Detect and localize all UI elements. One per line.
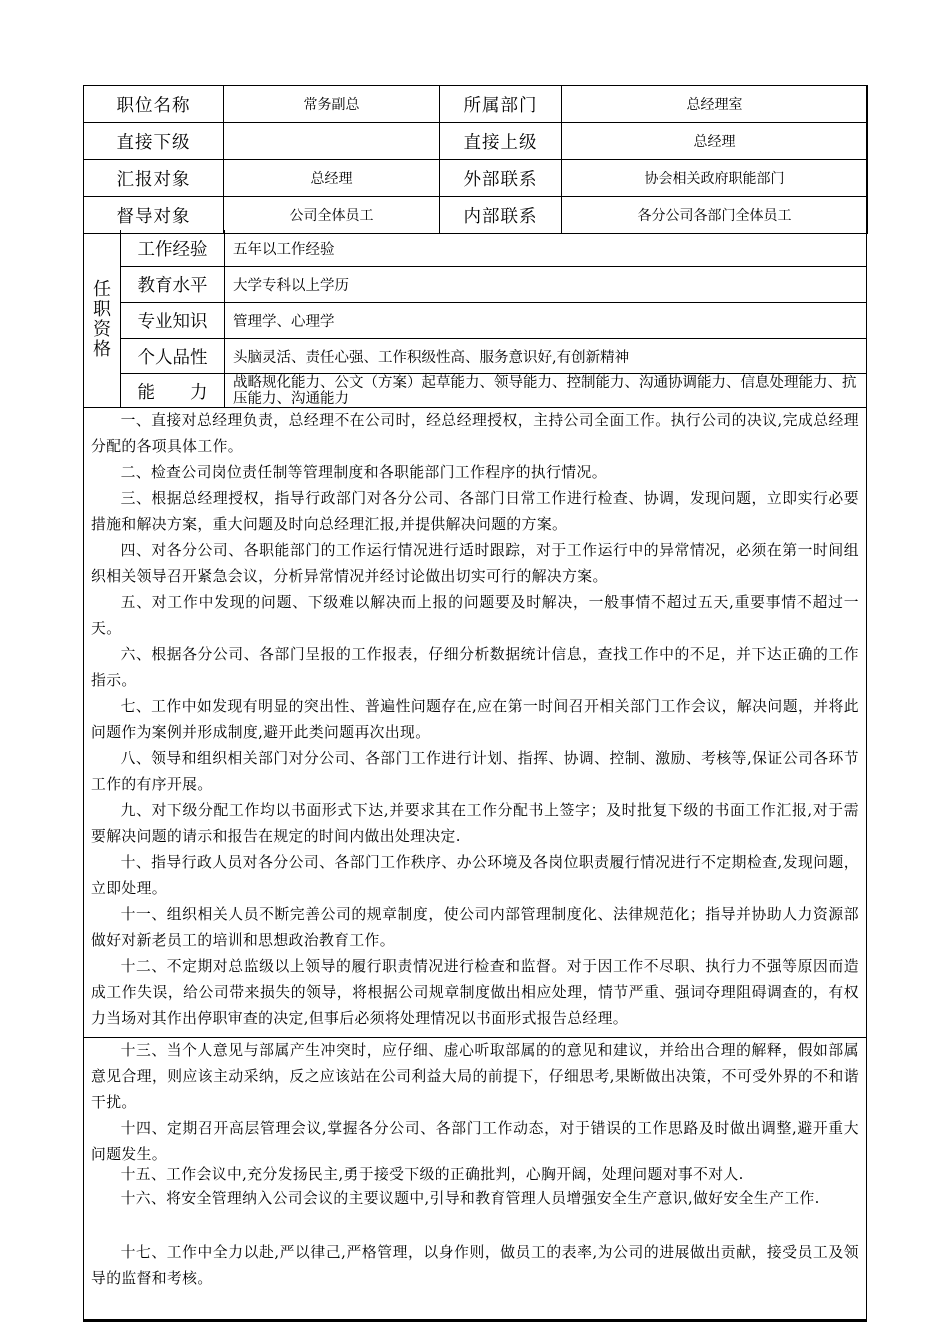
duty-paragraph: 六、根据各分公司、各部门呈报的工作报表，仔细分析数据统计信息，查找工作中的不足，并下达正确的工作指示。 [91,646,859,689]
position-info-table [83,85,868,234]
qualification-value: 管理学、心理学 [233,314,335,330]
value-cell: 总经理 [224,160,440,197]
qualifications-section [83,230,867,408]
qualification-label: 个人品性 [121,339,225,373]
duty-paragraph: 三、根据总经理授权，指导行政部门对各分公司、各部门日常工作进行检查、协调，发现问题，立即实行必要措施和解决方案，重大问题及时向总经理汇报,并提供解决问题的方案。 [91,490,859,533]
value-cell: 总经理室 [562,86,868,123]
label-cell: 直接下级 [84,123,224,160]
duty-paragraph: 十二、不定期对总监级以上领导的履行职责情况进行检查和监督。对于因工作不尽职、执行力不强等原因而造成工作失误，给公司带来损失的领导，将根据公司规章制度做出相应处理，情节严重、强词夺理阻碍调查的，有权力当场对其作出停职审查的决定,但事后必须将处理情况以书面形式报告总经理。 [91,958,859,1027]
qualification-row [121,303,867,339]
label-cell: 外部联系 [440,160,562,197]
qualification-label: 工作经验 [121,230,225,266]
qualifications-side-header [83,230,121,408]
duty-paragraph: 十五、工作会议中,充分发扬民主,勇于接受下级的正确批判，心胸开阔，处理问题对事不对人. [120,1166,744,1183]
table-row [84,197,868,234]
duty-paragraph: 十三、当个人意见与部属产生冲突时，应仔细、虚心听取部属的的意见和建议，并给出合理的解释，假如部属意见合理，则应该主动采纳，反之应该站在公司利益大局的前提下，仔细思考,果断做出决策，不可受外界的不和谐干扰。 [91,1042,859,1111]
qualification-label: 专业知识 [121,303,225,338]
duty-paragraph: 四、对各分公司、各职能部门的工作运行情况进行适时跟踪，对于工作运行中的异常情况，必须在第一时间组织相关领导召开紧急会议，分析异常情况并经讨论做出切实可行的解决方案。 [91,542,859,585]
bottom-border-line [83,1320,867,1322]
value-cell: 公司全体员工 [224,197,440,234]
value-cell: 各分公司各部门全体员工 [562,197,868,234]
duty-paragraph: 七、工作中如发现有明显的突出性、普遍性问题存在,应在第一时间召开相关部门工作会议，解决问题，并将此问题作为案例并形成制度,避开此类问题再次出现。 [91,698,859,741]
duty-paragraph: 九、对下级分配工作均以书面形式下达,并要求其在工作分配书上签字；及时批复下级的书面工作汇报,对于需要解决问题的请示和报告在规定的时间内做出处理决定. [91,802,859,845]
qualification-value: 五年以工作经验 [233,241,335,258]
duty-paragraph: 十一、组织相关人员不断完善公司的规章制度，使公司内部管理制度化、法律规范化；指导并协助人力资源部做好对新老员工的培训和思想政治教育工作。 [91,906,859,949]
qualifications-title: 任 职 资 格 [93,279,111,360]
value-cell: 协会相关政府职能部门 [562,160,868,197]
qualification-label: 能 力 [121,374,225,408]
qualification-row [121,267,867,303]
value-cell: 总经理 [562,123,868,160]
qualification-row [121,230,867,267]
duty-paragraph: 五、对工作中发现的问题、下级难以解决而上报的问题要及时解决，一般事情不超过五天,重要事情不超过一天。 [91,594,859,637]
duty-paragraph: 十七、工作中全力以赴,严以律己,严格管理，以身作则，做员工的表率,为公司的进展做出贡献，接受员工及领导的监督和考核。 [91,1244,859,1287]
qualification-label: 教育水平 [121,267,225,302]
duty-paragraph: 十四、定期召开高层管理会议,掌握各分公司、各部门工作动态，对于错误的工作思路及时做出调整,避开重大问题发生。 [91,1120,859,1163]
label-cell: 所属部门 [440,86,562,123]
qualification-row [121,339,867,374]
table-row [84,160,868,197]
duty-paragraph: 八、领导和组织相关部门对分公司、各部门工作进行计划、指挥、协调、控制、激励、考核等,保证公司各环节工作的有序开展。 [91,750,859,793]
label-cell: 职位名称 [84,86,224,123]
label-cell: 督导对象 [84,197,224,234]
qualification-value: 大学专科以上学历 [233,278,349,294]
table-row [84,123,868,160]
qualification-value: 战略规化能力、公文（方案）起草能力、领导能力、控制能力、沟通协调能力、信息处理能力、抗压能力、沟通能力 [233,375,857,407]
label-cell: 直接上级 [440,123,562,160]
table-row [84,86,868,123]
duty-paragraph: 十六、将安全管理纳入公司会议的主要议题中,引导和教育管理人员增强安全生产意识,做好安全生产工作. [120,1190,820,1207]
duty-paragraph: 一、直接对总经理负责，总经理不在公司时，经总经理授权，主持公司全面工作。执行公司的决议,完成总经理分配的各项具体工作。 [91,412,859,455]
page-break-line [83,1037,867,1038]
qualification-row [121,374,867,408]
value-cell: 常务副总 [224,86,440,123]
duty-paragraph: 十、指导行政人员对各分公司、各部门工作秩序、办公环境及各岗位职责履行情况进行不定期检查,发现问题，立即处理。 [91,854,859,897]
value-cell [224,123,440,160]
label-cell: 内部联系 [440,197,562,234]
duty-paragraph: 二、检查公司岗位责任制等管理制度和各职能部门工作程序的执行情况。 [120,464,607,481]
label-cell: 汇报对象 [84,160,224,197]
qualification-value: 头脑灵活、责任心强、工作积级性高、服务意识好,有创新精神 [233,349,630,366]
